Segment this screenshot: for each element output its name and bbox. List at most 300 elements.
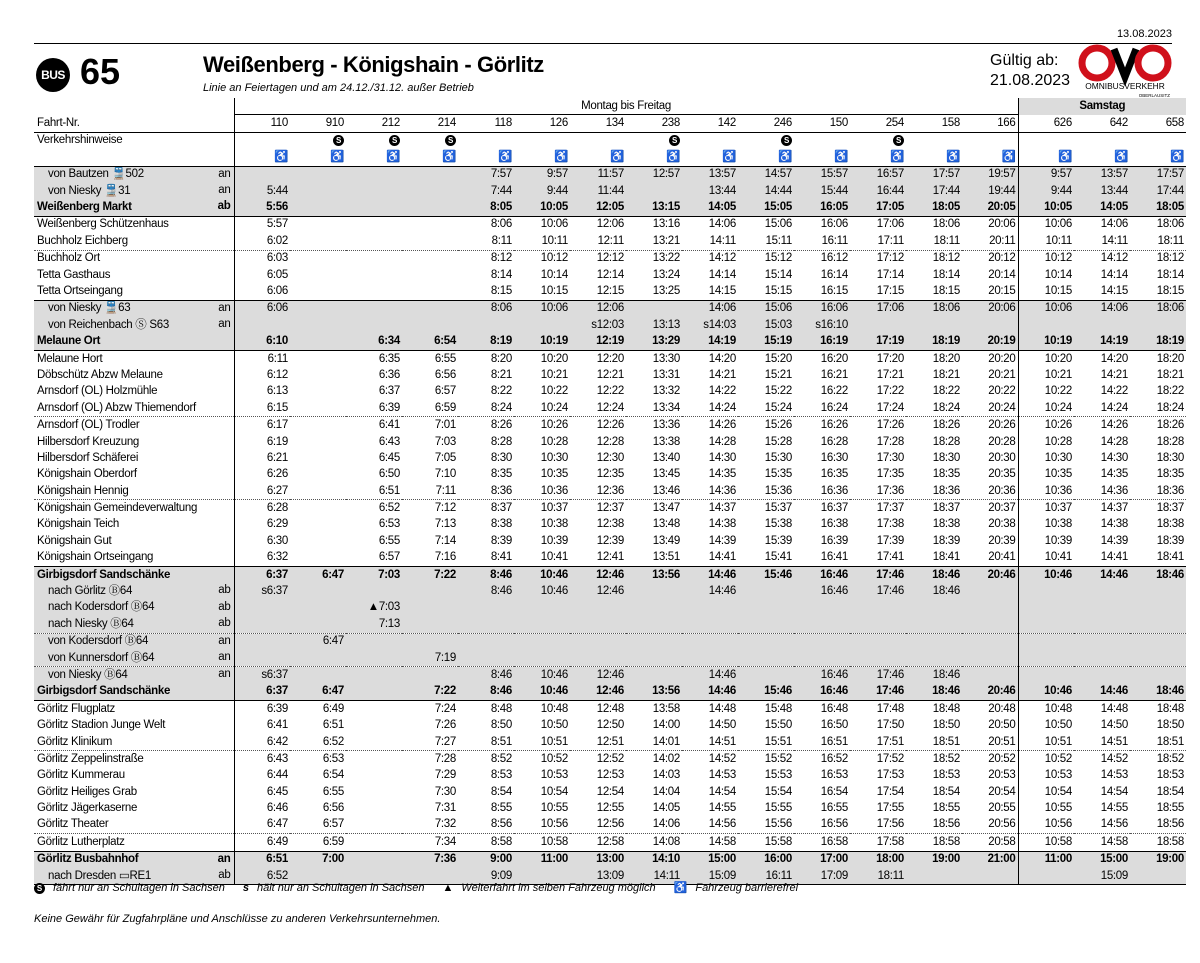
departure-time: 12:22: [596, 385, 624, 398]
departure-time: 10:54: [1044, 785, 1072, 798]
departure-time: 14:50: [708, 719, 736, 732]
wheelchair-icon: ♿: [553, 150, 568, 163]
departure-time: 16:52: [794, 751, 850, 768]
table-row: [34, 684, 1186, 701]
departure-time: 14:06: [652, 818, 680, 831]
departure-time: 14:21: [1100, 368, 1128, 381]
logo-subtitle: OMNIBUSVERKEHR: [1085, 81, 1165, 91]
departure-time: 20:56: [962, 817, 1018, 834]
table-row: [34, 467, 1186, 483]
departure-time: 7:16: [434, 551, 456, 564]
departure-time: [402, 283, 458, 300]
departure-time: 17:06: [850, 300, 906, 317]
departure-time: 12:28: [596, 435, 624, 448]
departure-time: 15:41: [764, 551, 792, 564]
departure-time: [1130, 317, 1186, 333]
departure-time: 18:22: [932, 385, 960, 398]
departure-time: 14:00: [652, 719, 680, 732]
departure-time: 6:27: [266, 484, 288, 497]
trip-note-empty: [794, 132, 850, 149]
departure-time: 17:11: [877, 234, 904, 247]
trip-number: 166: [962, 115, 1018, 132]
departure-time: 18:46: [906, 566, 962, 583]
wheelchair-icon: ♿: [1169, 150, 1184, 163]
trip-note-empty: [234, 132, 290, 149]
school-days-icon: S: [333, 135, 344, 146]
departure-time: 12:20: [570, 350, 626, 367]
departure-time: [290, 166, 346, 183]
departure-time: 8:24: [490, 401, 512, 414]
departure-time: 18:37: [906, 500, 962, 517]
departure-time: 7:13: [434, 518, 456, 531]
departure-time: 20:14: [962, 267, 1018, 283]
departure-time: 6:52: [322, 735, 344, 748]
departure-time: 16:56: [820, 818, 848, 831]
departure-time: 12:39: [596, 534, 624, 547]
arrival-departure-marker: an: [218, 167, 231, 180]
departure-time: 15:21: [764, 368, 792, 381]
stop-name: Königshain Oberdorf: [37, 468, 137, 481]
wheelchair-icon: ♿: [777, 150, 792, 163]
departure-time: 10:22: [1044, 385, 1072, 398]
departure-time: 17:37: [850, 500, 906, 517]
departure-time: 6:51: [322, 719, 344, 732]
departure-time: 16:51: [820, 735, 848, 748]
departure-time: 20:54: [962, 784, 1018, 800]
departure-time: 6:36: [378, 368, 400, 381]
departure-time: 10:14: [1044, 268, 1072, 281]
departure-time: 6:49: [234, 834, 290, 851]
departure-time: 14:24: [1100, 401, 1128, 414]
stop-cell: [34, 734, 234, 751]
departure-time: 8:22: [490, 385, 512, 398]
departure-time: 12:30: [596, 451, 624, 464]
departure-time: [682, 650, 738, 667]
table-row: [34, 566, 1186, 583]
departure-time: 6:52: [346, 500, 402, 517]
arrival-departure-marker: an: [217, 852, 231, 865]
departure-time: 15:38: [764, 518, 792, 531]
legend-text: Fahrzeug barrierefrei: [695, 882, 799, 894]
wheelchair-icon: ♿: [1057, 150, 1072, 163]
table-row: [34, 851, 1186, 868]
departure-time: 14:11: [626, 868, 682, 885]
departure-time: [738, 667, 794, 684]
departure-time: 14:08: [626, 834, 682, 851]
stop-name: von Kunnersdorf Ⓑ64: [48, 651, 155, 664]
departure-time: 16:14: [820, 268, 848, 281]
stop-cell: [34, 283, 234, 300]
trip-number: 142: [682, 115, 738, 132]
departure-time: 13:34: [652, 401, 680, 414]
departure-time: 18:21: [1156, 368, 1184, 381]
departure-time: 14:14: [708, 268, 736, 281]
departure-time: 14:12: [682, 250, 738, 267]
departure-time: 12:06: [570, 216, 626, 233]
trip-number: 254: [850, 115, 906, 132]
departure-time: 14:26: [1074, 417, 1130, 434]
departure-time: 14:37: [1074, 500, 1130, 517]
table-row: [34, 834, 1186, 851]
departure-time: 18:48: [906, 701, 962, 718]
departure-time: 9:57: [1018, 166, 1074, 183]
departure-time: 10:11: [1045, 234, 1072, 247]
table-row: [34, 616, 1186, 633]
departure-time: 7:01: [402, 417, 458, 434]
departure-time: 14:12: [1074, 250, 1130, 267]
departure-time: [290, 600, 346, 616]
stop-name: von Reichenbach Ⓢ S63: [48, 318, 169, 331]
departure-time: [1018, 650, 1074, 667]
table-row: [34, 166, 1186, 183]
departure-time: 11:57: [570, 166, 626, 183]
departure-time: 17:12: [850, 250, 906, 267]
notes-label: Verkehrshinweise: [34, 132, 234, 149]
departure-time: 10:30: [540, 451, 568, 464]
departure-time: [570, 650, 626, 667]
departure-time: 19:57: [962, 166, 1018, 183]
departure-time: 13:44: [682, 183, 738, 199]
departure-time: 18:05: [906, 199, 962, 216]
stop-name: Görlitz Kummerau: [37, 769, 125, 782]
departure-time: 16:37: [794, 500, 850, 517]
departure-time: 18:00: [850, 851, 906, 868]
departure-time: [346, 717, 402, 733]
departure-time: 8:54: [490, 785, 512, 798]
departure-time: 16:06: [794, 216, 850, 233]
departure-time: 18:20: [1130, 350, 1186, 367]
wheelchair-icon: ♿: [609, 150, 624, 163]
trip-number: 238: [626, 115, 682, 132]
departure-time: 14:05: [652, 802, 680, 815]
departure-time: 16:46: [794, 667, 850, 684]
departure-time: 8:46: [458, 667, 514, 684]
departure-time: 6:13: [266, 385, 288, 398]
stop-cell: [34, 633, 234, 650]
departure-time: 14:06: [682, 300, 738, 317]
departure-time: 14:54: [708, 785, 736, 798]
departure-time: s6:37: [234, 583, 290, 599]
departure-time: 12:24: [596, 401, 624, 414]
departure-time: [850, 633, 906, 650]
departure-time: 17:38: [876, 518, 904, 531]
departure-time: 18:05: [1130, 199, 1186, 216]
stop-cell: [34, 317, 234, 333]
departure-time: 16:54: [820, 785, 848, 798]
stop-name: nach Kodersdorf Ⓑ64: [48, 601, 155, 614]
departure-time: 18:38: [1156, 518, 1184, 531]
departure-time: 14:58: [682, 834, 738, 851]
departure-time: 8:28: [490, 435, 512, 448]
trip-number: 214: [402, 115, 458, 132]
departure-time: [346, 667, 402, 684]
departure-time: [290, 550, 346, 567]
stop-cell: [34, 817, 234, 834]
departure-time: 16:20: [794, 350, 850, 367]
stop-name: Königshain Teich: [37, 518, 119, 531]
departure-time: 13:21: [652, 234, 680, 247]
departure-time: 18:41: [932, 551, 960, 564]
departure-time: 18:14: [932, 268, 960, 281]
departure-time: 7:34: [402, 834, 458, 851]
departure-time: 13:16: [626, 216, 682, 233]
departure-time: 20:41: [962, 550, 1018, 567]
departure-time: 6:21: [266, 451, 288, 464]
stop-name: Hilbersdorf Schäferei: [37, 451, 139, 464]
table-row: [34, 283, 1186, 300]
trip-number: 118: [458, 115, 514, 132]
departure-time: 11:00: [514, 851, 570, 868]
departure-time: 13:15: [626, 199, 682, 216]
arrival-departure-marker: an: [218, 634, 231, 647]
stop-name: Tetta Gasthaus: [37, 268, 111, 281]
departure-time: 9:57: [514, 166, 570, 183]
departure-time: 17:48: [850, 701, 906, 718]
departure-time: 16:11: [821, 234, 848, 247]
departure-time: 10:50: [1044, 719, 1072, 732]
stop-cell: [34, 566, 234, 583]
departure-time: 6:45: [378, 451, 400, 464]
departure-time: 10:53: [540, 769, 568, 782]
departure-time: 11:00: [1018, 851, 1074, 868]
stop-cell: [34, 367, 234, 383]
departure-time: 12:06: [570, 300, 626, 317]
departure-time: 6:37: [378, 385, 400, 398]
trip-note-empty: [906, 132, 962, 149]
departure-time: 8:30: [490, 451, 512, 464]
departure-time: [626, 583, 682, 599]
departure-time: 18:36: [932, 484, 960, 497]
arrival-departure-marker: ab: [218, 617, 231, 630]
stop-cell: [34, 684, 234, 701]
table-row: [34, 367, 1186, 383]
departure-time: 16:11: [738, 868, 794, 885]
departure-time: [1018, 600, 1074, 616]
departure-time: 6:28: [234, 500, 290, 517]
departure-time: [290, 434, 346, 450]
stop-cell: [34, 851, 234, 868]
departure-time: 15:24: [764, 401, 792, 414]
departure-time: 17:41: [876, 551, 904, 564]
table-row: [34, 800, 1186, 816]
departure-time: 17:53: [876, 769, 904, 782]
departure-time: 6:46: [266, 802, 288, 815]
departure-time: [682, 633, 738, 650]
departure-time: 12:12: [570, 250, 626, 267]
wheelchair-icon: ♿: [329, 150, 344, 163]
departure-time: [290, 667, 346, 684]
trip-note-empty: [1018, 132, 1074, 149]
departure-time: 13:48: [652, 518, 680, 531]
departure-time: 7:31: [434, 802, 456, 815]
departure-time: 12:50: [596, 719, 624, 732]
departure-time: [290, 400, 346, 417]
departure-time: [1018, 633, 1074, 650]
departure-time: 12:57: [626, 166, 682, 183]
stop-cell: [34, 834, 234, 851]
departure-time: 8:48: [458, 701, 514, 718]
departure-time: 18:38: [932, 518, 960, 531]
departure-time: 10:35: [1044, 468, 1072, 481]
departure-time: 18:12: [906, 250, 962, 267]
departure-time: 5:57: [234, 216, 290, 233]
departure-time: [290, 183, 346, 199]
departure-time: 10:38: [540, 518, 568, 531]
departure-time: 7:29: [434, 769, 456, 782]
departure-time: 19:44: [962, 183, 1018, 199]
departure-time: 18:35: [1156, 468, 1184, 481]
departure-time: 14:51: [708, 735, 736, 748]
stop-cell: [34, 350, 234, 367]
arrival-departure-marker: an: [218, 183, 231, 196]
departure-time: 8:53: [490, 769, 512, 782]
table-row: [34, 633, 1186, 650]
departure-time: 10:06: [514, 216, 570, 233]
departure-time: 16:46: [794, 566, 850, 583]
departure-time: 6:02: [266, 234, 288, 247]
legend: [34, 881, 816, 894]
wheelchair-icon: ♿: [889, 150, 904, 163]
stop-name: Görlitz Klinikum: [37, 735, 113, 748]
departure-time: 13:57: [682, 166, 738, 183]
departure-time: [346, 166, 402, 183]
departure-time: 7:26: [434, 719, 456, 732]
departure-time: 13:32: [652, 385, 680, 398]
departure-time: 6:41: [346, 417, 402, 434]
departure-time: 10:58: [514, 834, 570, 851]
departure-time: 16:57: [850, 166, 906, 183]
departure-time: [794, 600, 850, 616]
departure-time: 14:46: [1074, 566, 1130, 583]
departure-time: 14:56: [708, 818, 736, 831]
stop-name: nach Görlitz Ⓑ64: [48, 585, 133, 598]
departure-time: 14:11: [1101, 234, 1128, 247]
departure-time: 13:49: [652, 534, 680, 547]
trip-number: 642: [1074, 115, 1130, 132]
table-row: [34, 199, 1186, 216]
departure-time: [906, 600, 962, 616]
departure-time: 6:47: [290, 566, 346, 583]
departure-time: 18:14: [1156, 268, 1184, 281]
departure-time: [290, 350, 346, 367]
departure-time: 17:19: [850, 333, 906, 350]
departure-time: 18:56: [932, 818, 960, 831]
stop-name: Weißenberg Schützenhaus: [37, 218, 169, 231]
departure-time: 14:30: [708, 451, 736, 464]
departure-time: 20:46: [962, 684, 1018, 701]
departure-time: 8:35: [490, 468, 512, 481]
departure-time: 18:46: [1130, 566, 1186, 583]
departure-time: 7:28: [402, 751, 458, 768]
departure-time: 14:22: [708, 385, 736, 398]
arrival-departure-marker: an: [218, 318, 231, 331]
departure-time: 10:46: [1018, 566, 1074, 583]
departure-time: 14:28: [708, 435, 736, 448]
departure-time: 10:39: [540, 534, 568, 547]
departure-time: [346, 784, 402, 800]
departure-time: 18:51: [932, 735, 960, 748]
table-row: [34, 333, 1186, 350]
departure-time: [962, 667, 1018, 684]
departure-time: 16:38: [820, 518, 848, 531]
departure-time: 12:21: [596, 368, 624, 381]
departure-time: 18:46: [1130, 684, 1186, 701]
departure-time: 14:35: [1100, 468, 1128, 481]
departure-time: 17:21: [876, 368, 904, 381]
stop-name: Görlitz Jägerkaserne: [37, 802, 138, 815]
wheelchair-icon: ♿: [833, 150, 848, 163]
stop-name: Girbigsdorf Sandschänke: [37, 568, 171, 581]
wheelchair-icon: ♿: [945, 150, 960, 163]
departure-time: 15:26: [738, 417, 794, 434]
school-days-icon: S: [669, 135, 680, 146]
stop-cell: [34, 250, 234, 267]
departure-time: [346, 250, 402, 267]
departure-time: 13:44: [1074, 183, 1130, 199]
departure-time: [514, 600, 570, 616]
departure-time: 7:05: [434, 451, 456, 464]
departure-time: 17:50: [876, 719, 904, 732]
departure-time: 18:15: [932, 284, 960, 297]
departure-time: [1074, 633, 1130, 650]
departure-time: 18:37: [1130, 500, 1186, 517]
departure-time: 7:24: [402, 701, 458, 718]
trip-number: 126: [514, 115, 570, 132]
departure-time: 7:12: [402, 500, 458, 517]
departure-time: 7:44: [458, 183, 514, 199]
legend-text: hält nur an Schultagen in Sachsen: [256, 882, 425, 894]
departure-time: 6:56: [434, 368, 456, 381]
departure-time: 7:13: [346, 616, 402, 633]
timetable: [34, 98, 1186, 885]
departure-time: [906, 650, 962, 667]
wheelchair-icon: ♿: [721, 150, 736, 163]
departure-time: [738, 650, 794, 667]
departure-time: 6:57: [434, 385, 456, 398]
departure-time: 10:06: [1018, 300, 1074, 317]
departure-time: 8:46: [458, 583, 514, 599]
departure-time: 10:46: [1018, 684, 1074, 701]
departure-time: 8:06: [458, 216, 514, 233]
departure-time: 10:38: [1044, 518, 1072, 531]
stop-cell: [34, 768, 234, 784]
departure-time: 16:58: [794, 834, 850, 851]
table-row: [34, 751, 1186, 768]
wheelchair-icon: ♿: [673, 882, 688, 894]
departure-time: 16:50: [820, 719, 848, 732]
table-row: [34, 784, 1186, 800]
departure-time: 17:46: [850, 583, 906, 599]
departure-time: 8:37: [458, 500, 514, 517]
departure-time: [1018, 868, 1074, 885]
departure-time: [514, 317, 570, 333]
trip-number: 910: [290, 115, 346, 132]
trip-number: 150: [794, 115, 850, 132]
wheelchair-icon: ♿: [385, 150, 400, 163]
stop-name: Görlitz Busbahnhof: [37, 853, 139, 866]
departure-time: 18:39: [932, 534, 960, 547]
departure-time: 14:41: [1100, 551, 1128, 564]
departure-time: 16:35: [820, 468, 848, 481]
departure-time: 14:56: [1100, 818, 1128, 831]
departure-time: 9:00: [458, 851, 514, 868]
departure-time: 16:41: [820, 551, 848, 564]
departure-time: 6:03: [234, 250, 290, 267]
departure-time: [962, 868, 1018, 885]
departure-time: 10:52: [514, 751, 570, 768]
departure-time: 13:47: [626, 500, 682, 517]
departure-time: 13:45: [652, 468, 680, 481]
